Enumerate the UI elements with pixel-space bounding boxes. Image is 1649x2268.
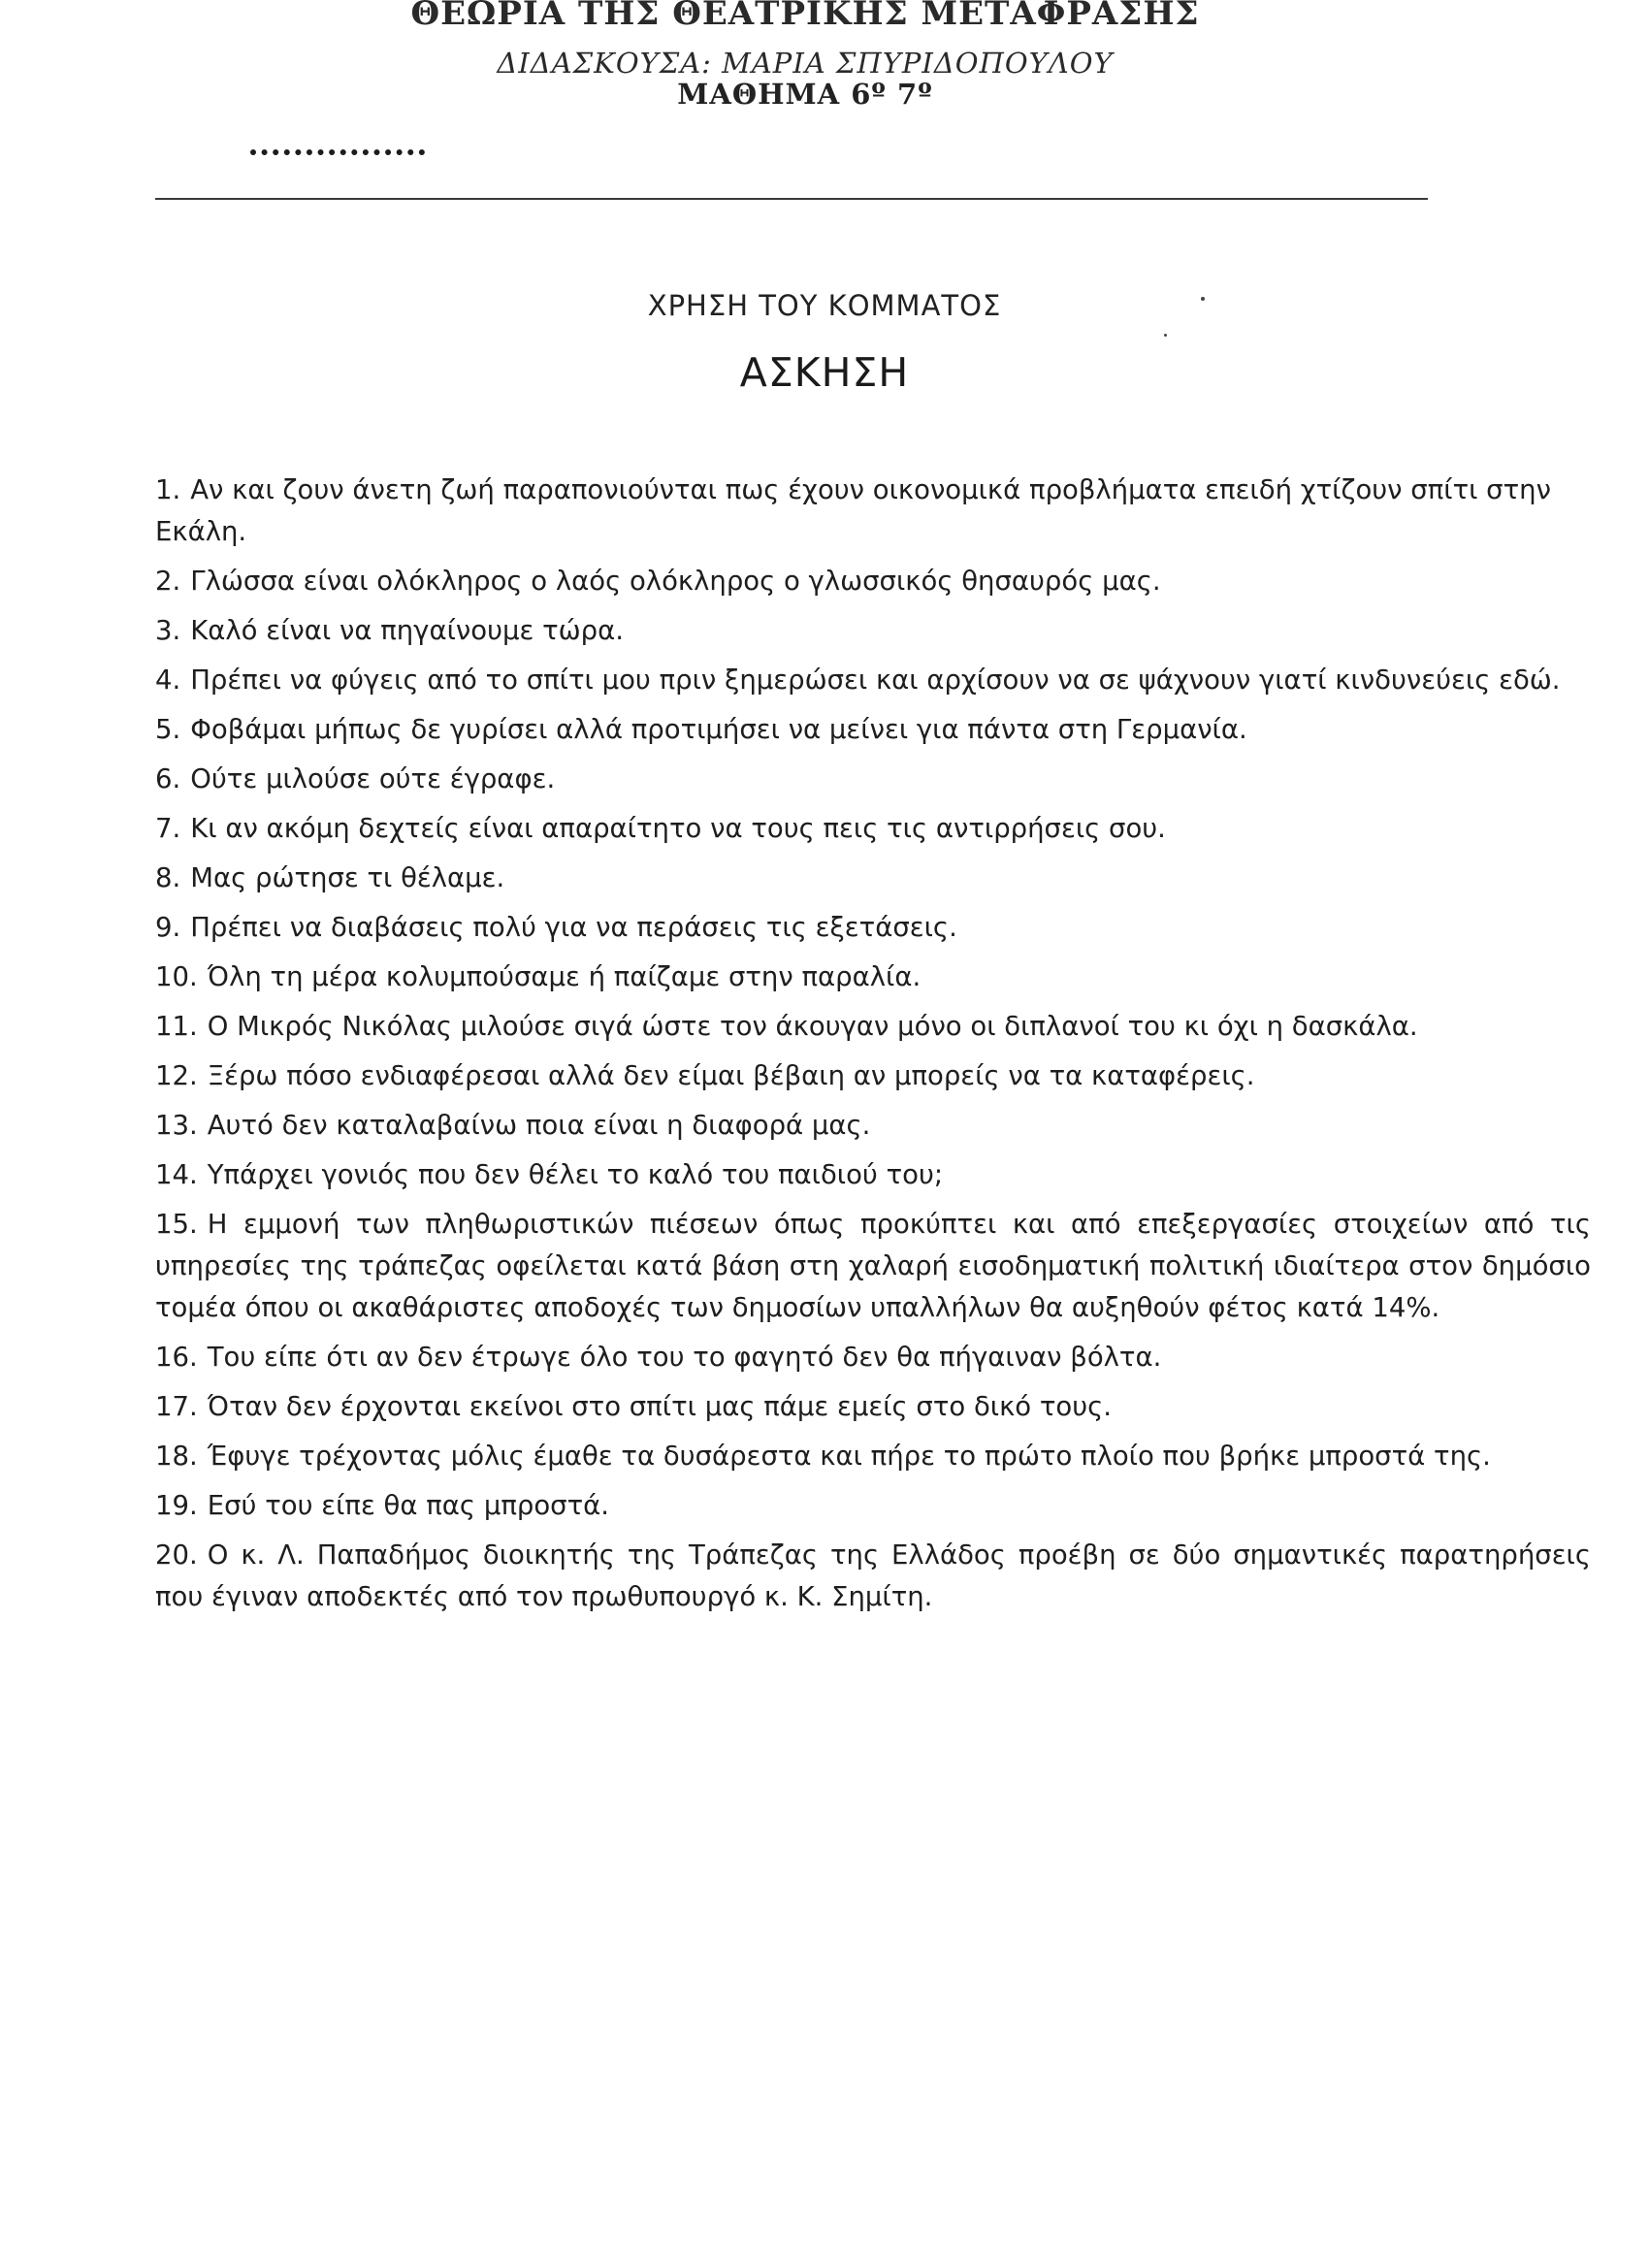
item-text: Ούτε μιλούσε ούτε έγραφε. bbox=[190, 763, 556, 794]
item-number: 5. bbox=[155, 714, 181, 745]
item-number: 20. bbox=[155, 1539, 198, 1571]
list-item bbox=[155, 1485, 1591, 1527]
item-text: Η εμμονή των πληθωριστικών πιέσεων όπως προκύπτει και από επεξεργασίες στοιχείων από τις υπηρεσίες της τράπεζας οφείλεται κατά βάση στη χαλαρή εισοδηματική πολιτική ιδιαίτερα στον δημόσιο τομέα όπου οι ακαθάριστες αποδοχές των δημοσίων υπαλλήλων θα αυξηθούν φέτος κατά 14%. bbox=[155, 1209, 1591, 1323]
exercise-title: ΑΣΚΗΣΗ bbox=[739, 349, 910, 396]
scan-speck bbox=[1201, 297, 1205, 301]
item-text: Πρέπει να φύγεις από το σπίτι μου πριν ξημερώσει και αρχίσουν να σε ψάχνουν γιατί κινδυνεύεις εδώ. bbox=[190, 664, 1561, 696]
item-text: Κι αν ακόμη δεχτείς είναι απαραίτητο να τους πεις τις αντιρρήσεις σου. bbox=[190, 813, 1166, 844]
list-item bbox=[155, 1337, 1591, 1378]
exercise-list bbox=[155, 470, 1591, 1626]
item-number: 9. bbox=[155, 912, 181, 943]
list-item bbox=[155, 1436, 1591, 1477]
section-title: ΧΡΗΣΗ ΤΟΥ ΚΟΜΜΑΤΟΣ bbox=[647, 289, 1002, 322]
item-number: 18. bbox=[155, 1441, 198, 1472]
list-item bbox=[155, 956, 1591, 998]
list-item bbox=[155, 1006, 1591, 1048]
list-item bbox=[155, 858, 1591, 899]
item-number: 3. bbox=[155, 615, 181, 646]
header-divider bbox=[155, 198, 1428, 200]
list-item bbox=[155, 907, 1591, 949]
item-number: 10. bbox=[155, 961, 198, 992]
list-item bbox=[155, 610, 1591, 652]
list-item bbox=[155, 1055, 1591, 1097]
list-item bbox=[155, 808, 1591, 850]
teacher-line: ΔΙΔΑΣΚΟΥΣΑ: ΜΑΡΙΑ ΣΠΥΡΙΔΟΠΟΥΛΟΥ bbox=[497, 47, 1114, 80]
item-number: 6. bbox=[155, 763, 181, 794]
course-title: ΘΕΩΡΙΑ ΤΗΣ ΘΕΑΤΡΙΚΗΣ ΜΕΤΑΦΡΑΣΗΣ bbox=[410, 0, 1200, 33]
list-item bbox=[155, 470, 1591, 553]
item-text: Ο κ. Λ. Παπαδήμος διοικητής της Τράπεζας της Ελλάδος προέβη σε δύο σημαντικές παρατηρήσεις που έγιναν αποδεκτές από τον πρωθυπουργό κ. Κ. Σημίτη. bbox=[155, 1539, 1591, 1612]
item-text: Φοβάμαι μήπως δε γυρίσει αλλά προτιμήσει να μείνει για πάντα στη Γερμανία. bbox=[190, 714, 1247, 745]
item-number: 13. bbox=[155, 1110, 198, 1141]
item-text: Γλώσσα είναι ολόκληρος ο λαός ολόκληρος ο γλωσσικός θησαυρός μας. bbox=[190, 566, 1161, 597]
item-text: Έφυγε τρέχοντας μόλις έμαθε τα δυσάρεστα και πήρε το πρώτο πλοίο που βρήκε μπροστά της. bbox=[207, 1441, 1491, 1472]
item-text: Αυτό δεν καταλαβαίνω ποια είναι η διαφορά μας. bbox=[207, 1110, 871, 1141]
item-text: Όλη τη μέρα κολυμπούσαμε ή παίζαμε στην παραλία. bbox=[207, 961, 922, 992]
list-item bbox=[155, 1535, 1591, 1618]
item-number: 7. bbox=[155, 813, 181, 844]
item-text: Όταν δεν έρχονται εκείνοι στο σπίτι μας πάμε εμείς στο δικό τους. bbox=[207, 1391, 1113, 1422]
item-number: 4. bbox=[155, 664, 181, 696]
item-text: Υπάρχει γονιός που δεν θέλει το καλό του παιδιού του; bbox=[207, 1159, 944, 1190]
item-number: 11. bbox=[155, 1011, 198, 1042]
item-number: 17. bbox=[155, 1391, 198, 1422]
item-text: Του είπε ότι αν δεν έτρωγε όλο του το φαγητό δεν θα πήγαιναν βόλτα. bbox=[207, 1342, 1162, 1373]
cropped-text-fragment bbox=[250, 136, 425, 155]
list-item bbox=[155, 1204, 1591, 1329]
item-text: Εσύ του είπε θα πας μπροστά. bbox=[207, 1490, 610, 1521]
item-number: 16. bbox=[155, 1342, 198, 1373]
list-item bbox=[155, 660, 1591, 701]
item-number: 14. bbox=[155, 1159, 198, 1190]
item-number: 15. bbox=[155, 1209, 198, 1240]
list-item bbox=[155, 1386, 1591, 1428]
item-number: 2. bbox=[155, 566, 181, 597]
list-item bbox=[155, 1154, 1591, 1196]
item-text: Ξέρω πόσο ενδιαφέρεσαι αλλά δεν είμαι βέβαιη αν μπορείς να τα καταφέρεις. bbox=[207, 1060, 1255, 1091]
item-text: Ο Μικρός Νικόλας μιλούσε σιγά ώστε τον άκουγαν μόνο οι διπλανοί του κι όχι η δασκάλα. bbox=[207, 1011, 1418, 1042]
list-item bbox=[155, 759, 1591, 800]
lesson-number: ΜΑΘΗΜΑ 6º 7º bbox=[677, 78, 933, 111]
item-number: 19. bbox=[155, 1490, 198, 1521]
item-number: 8. bbox=[155, 862, 181, 893]
item-number: 1. bbox=[155, 474, 181, 505]
list-item bbox=[155, 1105, 1591, 1147]
scan-speck bbox=[1164, 334, 1167, 337]
list-item bbox=[155, 561, 1591, 602]
list-item bbox=[155, 709, 1591, 751]
item-text: Μας ρώτησε τι θέλαμε. bbox=[190, 862, 505, 893]
item-text: Αν και ζουν άνετη ζωή παραπονιούνται πως έχουν οικονομικά προβλήματα επειδή χτίζουν σπίτι στην Εκάλη. bbox=[155, 474, 1551, 547]
item-text: Πρέπει να διαβάσεις πολύ για να περάσεις τις εξετάσεις. bbox=[190, 912, 957, 943]
item-number: 12. bbox=[155, 1060, 198, 1091]
item-text: Καλό είναι να πηγαίνουμε τώρα. bbox=[190, 615, 624, 646]
